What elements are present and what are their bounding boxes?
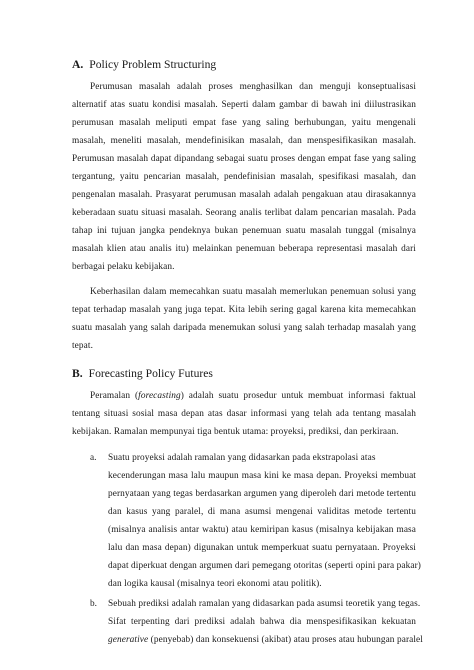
list-marker: a. (90, 453, 97, 463)
paragraph-line: suatu masalah yang salah daripada menemukan solusi yang salah terhadap masalah yang (72, 323, 416, 333)
paragraph-line: masalah, meneliti masalah, mendefinisikan masalah, dan menspesifikasikan masalah. (72, 136, 416, 146)
list-marker: b. (90, 599, 97, 609)
section-b-heading (72, 367, 213, 381)
paragraph-line: masalah klien atau analis itu) melainkan penemuan beberapa representasi masalah dari (72, 244, 416, 254)
paragraph-line: berbagai pelaku kebijakan. (72, 262, 175, 272)
paragraph-line: tahap ini tujuan jangka pendeknya bukan penemuan suatu masalah tunggal (misalnya (72, 226, 416, 236)
paragraph-line: Keberhasilan dalam memecahkan suatu masalah memerlukan penemuan solusi yang (90, 287, 416, 297)
list-line: Suatu proyeksi adalah ramalan yang didasarkan pada ekstrapolasi atas (108, 453, 376, 463)
paragraph-line (90, 390, 416, 402)
paragraph-line: tepat terhadap masalah yang juga tepat. Kita lebih sering gagal karena kita memecahkan (72, 305, 416, 315)
paragraph-line: tentang situasi sosial masa depan atas dasar informasi yang telah ada tentang masalah (72, 409, 416, 419)
paragraph-line: tepat. (72, 341, 93, 351)
list-line: kecenderungan masa lalu maupun masa kini ke masa depan. Proyeksi membuat (108, 471, 416, 481)
section-a-title: Policy Problem Structuring (89, 58, 217, 71)
list-line: dan logika kausal (misalnya teori ekonomi atau politik). (108, 579, 322, 589)
list-line (108, 634, 423, 646)
list-line: Sebuah prediksi adalah ramalan yang didasarkan pada asumsi teoretik yang tegas. (108, 599, 421, 609)
intro-text-post: ) adalah suatu prosedur untuk membuat informasi faktual (180, 391, 416, 401)
list-line: (misalnya analisis antar waktu) atau kemiripan kasus (misalnya kebijakan masa (108, 525, 416, 535)
list-line: pernyataan yang tegas berdasarkan argumen yang diperoleh dari metode tertentu (108, 489, 416, 499)
paragraph-line: tergantung, yaitu pencarian masalah, pendefinisian masalah, spesifikasi masalah, dan (72, 172, 416, 182)
list-line: dan kasus yang paralel, di mana asumsi mengenai validitas metode tertentu (108, 507, 416, 517)
section-a-heading (72, 58, 216, 72)
list-text-post: (penyebab) dan konsekuensi (akibat) atau proses atau hubungan paralel (148, 635, 423, 645)
list-line: dapat diperkuat dengan argumen dari pemegang otoritas (seperti opini para pakar) (108, 561, 421, 571)
section-b-letter: B. (72, 367, 83, 380)
list-line: lalu dan masa depan) digunakan untuk memperkuat suatu pernyataan. Proyeksi (108, 543, 416, 553)
section-a-letter: A. (72, 58, 84, 71)
intro-text-pre: Peramalan ( (90, 391, 139, 401)
paragraph-line: Perumusan masalah adalah proses menghasilkan dan menguji konseptualisasi (90, 82, 416, 92)
section-b-title: Forecasting Policy Futures (88, 367, 213, 380)
paragraph-line: Perumusan masalah dapat dipandang sebagai suatu proses dengan empat fase yang saling (72, 154, 416, 164)
paragraph-line: kebijakan. Ramalan mempunyai tiga bentuk utama: proyeksi, prediksi, dan perkiraan. (72, 427, 399, 437)
paragraph-line: perumusan masalah meliputi empat fase yang saling berhubungan, yaitu mengenali (72, 118, 416, 128)
paragraph-line: pengenalan masalah. Prasyarat perumusan masalah adalah pengakuan atau dirasakannya (72, 190, 416, 200)
list-italic-term: generative (108, 635, 149, 645)
paragraph-line: alternatif atas suatu kondisi masalah. Seperti dalam gambar di bawah ini diilustrasikan (72, 100, 416, 110)
intro-italic-term: forecasting (138, 391, 181, 401)
paragraph-line: keberadaan suatu situasi masalah. Seorang analis terlibat dalam pencarian masalah. Pada (72, 208, 416, 218)
list-line: Sifat terpenting dari prediksi adalah bahwa dia menspesifikasikan kekuatan (108, 617, 416, 627)
